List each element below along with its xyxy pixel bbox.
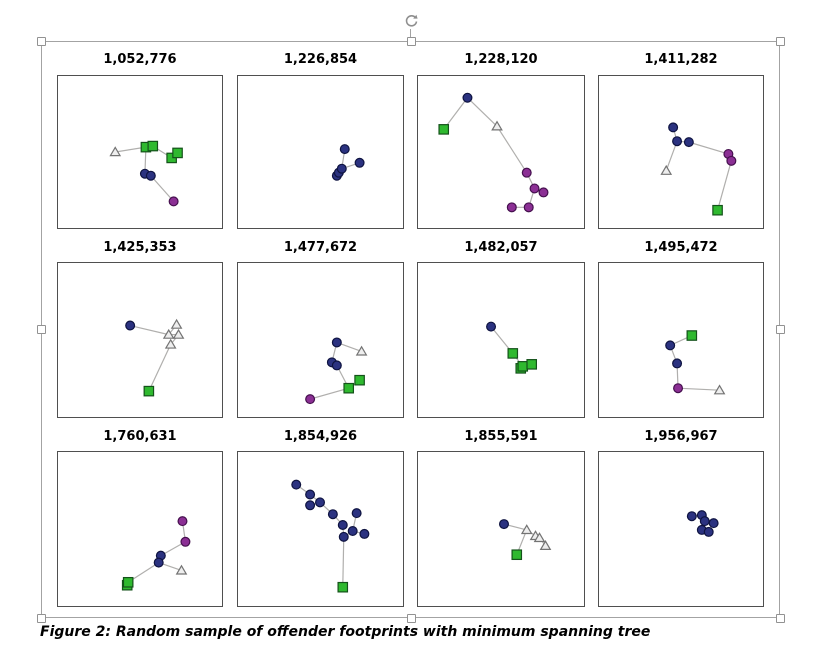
subplot-title: 1,477,672 [283,240,358,255]
subplot-panel [598,262,764,418]
offense-node-circle [339,532,348,541]
offense-node-circle [352,509,361,518]
offense-node-circle [666,341,675,350]
offense-node-square [527,360,536,369]
subplot-panel [57,262,223,418]
offense-node-square [173,148,182,157]
subplot-panel [598,451,764,607]
mst-edge [149,344,171,391]
offense-node-square [713,206,722,215]
offense-node-circle [463,93,472,102]
figure-caption[interactable]: Figure 2: Random sample of offender footprints with minimum spanning tree [40,624,651,640]
offense-node-circle [687,512,696,521]
resize-handle-top-left[interactable] [37,37,46,46]
resize-handle-middle-right[interactable] [776,325,785,334]
subplot-title: 1,854,926 [283,429,358,444]
offense-node-circle [292,480,301,489]
subplot-title: 1,495,472 [644,240,718,255]
subplot-title: 1,855,591 [464,429,538,444]
subplot-title: 1,052,776 [103,52,177,67]
resize-handle-bottom-center[interactable] [407,614,416,623]
offense-node-circle [700,517,709,526]
mst-edge [497,126,527,172]
subplot-title: 1,760,631 [103,429,177,444]
subplot-panel [237,75,404,229]
mst-edge [689,142,729,154]
offense-node-circle [306,395,315,404]
offense-node-triangle [541,541,551,549]
resize-handle-top-center[interactable] [407,37,416,46]
offense-node-circle [337,164,346,173]
offense-node-circle [727,156,736,165]
offense-node-circle [530,184,539,193]
offense-node-circle [178,517,187,526]
rotate-icon[interactable] [403,13,420,30]
offense-node-circle [673,359,682,368]
subplot-title: 1,482,057 [464,240,538,255]
offense-node-circle [704,528,713,537]
offense-node-circle [524,203,533,212]
offense-node-circle [328,510,337,519]
resize-handle-top-right[interactable] [776,37,785,46]
offense-node-square [439,125,448,134]
subplot-panel [237,451,404,607]
offense-node-circle [507,203,516,212]
resize-handle-bottom-left[interactable] [37,614,46,623]
offense-node-circle [332,361,341,370]
offense-node-circle [709,519,718,528]
offense-node-square [687,331,696,340]
mst-edge [718,161,732,210]
mst-edge [343,537,344,587]
offense-node-circle [522,168,531,177]
offense-node-circle [360,530,369,539]
subplot-title: 1,228,120 [464,52,538,67]
offense-node-circle [316,498,325,507]
subplot-panel [57,75,223,229]
offense-node-square [518,362,527,371]
subplot-title: 1,411,282 [644,52,718,67]
offense-node-circle [355,158,364,167]
offense-node-circle [669,123,678,132]
mst-edge [151,176,174,202]
offense-node-square [123,578,132,587]
offense-node-circle [169,197,178,206]
subplot-panel [237,262,404,418]
mst-edge [467,98,497,127]
offense-node-circle [332,338,341,347]
offense-node-triangle [172,320,182,328]
offense-node-square [344,384,353,393]
offense-node-circle [154,558,163,567]
offense-node-circle [348,527,357,536]
subplot-panel [598,75,764,229]
offense-node-circle [340,145,349,154]
resize-handle-middle-left[interactable] [37,325,46,334]
subplot-panel [417,451,585,607]
offense-node-square [355,375,364,384]
subplot-panel [417,75,585,229]
offense-node-circle [146,171,155,180]
subplot-title: 1,956,967 [644,429,718,444]
offense-node-circle [306,490,315,499]
offense-node-circle [126,321,135,330]
subplot-panel [417,262,585,418]
offense-node-triangle [661,166,671,174]
offense-node-square [144,386,153,395]
offense-node-circle [684,138,693,147]
mst-edge [130,326,169,335]
offense-node-square [508,349,517,358]
mst-edge [678,388,719,390]
subplot-title: 1,226,854 [283,52,358,67]
resize-handle-bottom-right[interactable] [776,614,785,623]
offense-node-circle [674,384,683,393]
offense-node-circle [673,137,682,146]
offense-node-square [338,583,347,592]
offense-node-circle [181,537,190,546]
offense-node-triangle [177,566,187,574]
offense-node-square [148,141,157,150]
subplot-panel [57,451,223,607]
offense-node-circle [306,501,315,510]
offense-node-square [512,550,521,559]
subplot-title: 1,425,353 [103,240,177,255]
offense-node-circle [487,322,496,331]
offense-node-circle [500,520,509,529]
mst-edge [310,388,349,399]
offense-node-triangle [357,347,367,355]
offense-node-circle [539,188,548,197]
offense-node-circle [338,521,347,530]
